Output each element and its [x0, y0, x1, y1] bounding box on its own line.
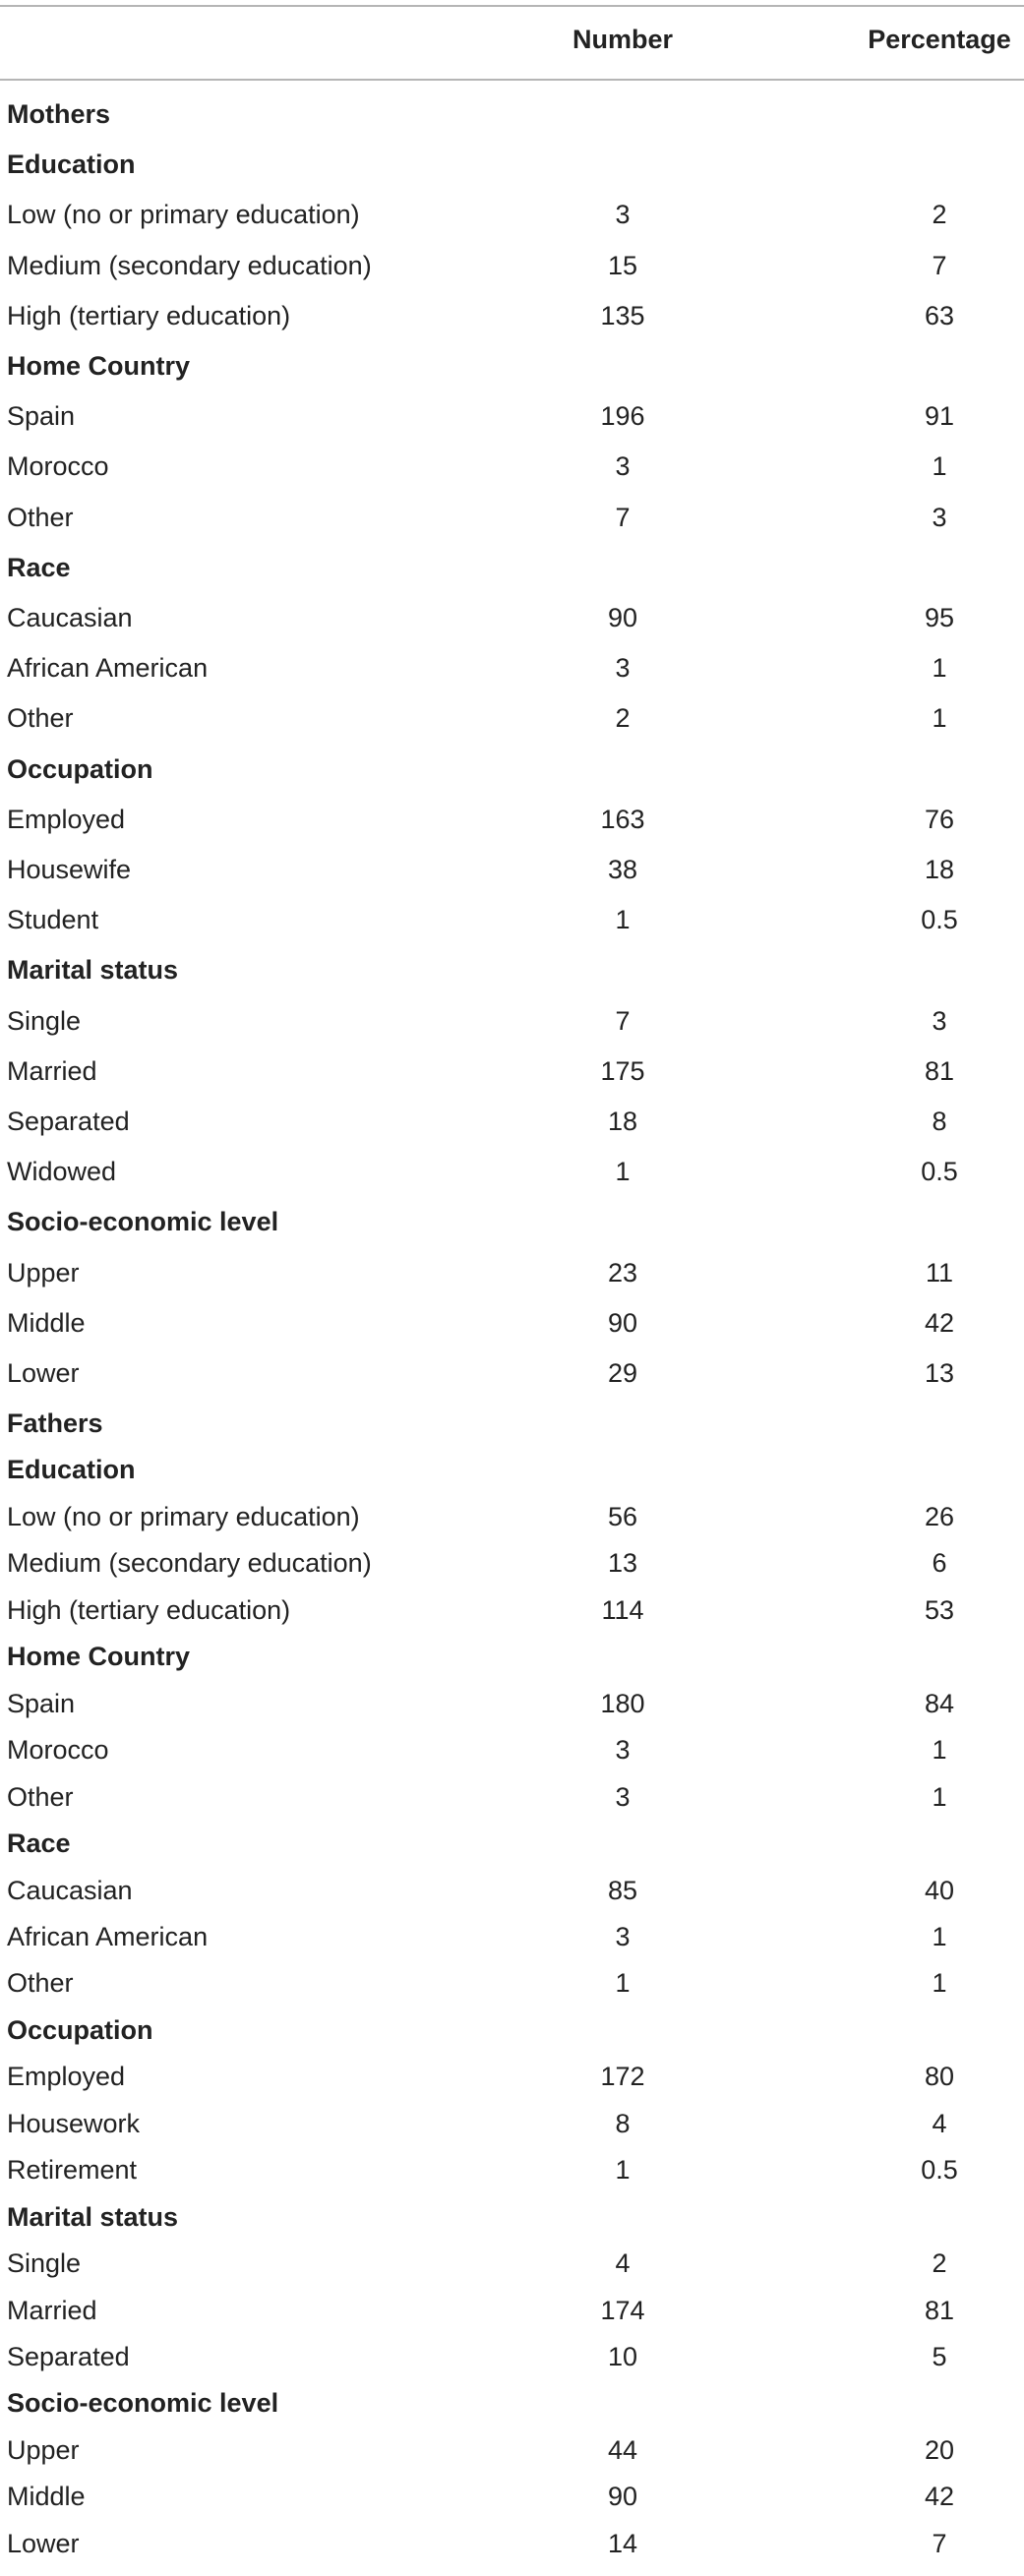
row-label: Upper: [7, 1258, 80, 1288]
section-heading: Home Country: [7, 1642, 191, 1671]
row-label: Separated: [7, 1107, 130, 1136]
row-label: Spain: [7, 401, 76, 431]
row-label: Other: [7, 1782, 74, 1812]
section-heading: Marital status: [7, 955, 179, 985]
row-label: Other: [7, 1968, 74, 1998]
row-label: Caucasian: [7, 1876, 133, 1905]
section-heading: Occupation: [7, 754, 153, 784]
section-heading: Socio-economic level: [7, 2388, 279, 2418]
row-label: Student: [7, 905, 99, 934]
row-label: Housewife: [7, 855, 132, 884]
row-label: African American: [7, 653, 209, 683]
row-label: Morocco: [7, 1735, 109, 1765]
section-heading: Mothers: [7, 99, 111, 129]
section-heading: Home Country: [7, 351, 191, 381]
row-label: Lower: [7, 1358, 80, 1388]
row-label: High (tertiary education): [7, 1595, 291, 1625]
row-label: Upper: [7, 2435, 80, 2465]
row-label: African American: [7, 1922, 209, 1951]
row-label: Medium (secondary education): [7, 251, 372, 280]
row-label: Single: [7, 1006, 82, 1036]
row-label: Middle: [7, 1308, 86, 1338]
row-label: Separated: [7, 2342, 130, 2371]
row-label: Lower: [7, 2529, 80, 2558]
row-label: Married: [7, 2296, 97, 2325]
row-label: Other: [7, 503, 74, 532]
table-top-rule: [0, 5, 1024, 7]
row-label: Widowed: [7, 1157, 117, 1186]
row-label: Caucasian: [7, 603, 133, 632]
row-label: Other: [7, 703, 74, 733]
section-heading: Fathers: [7, 1408, 103, 1438]
row-label: Single: [7, 2248, 82, 2278]
row-label: Middle: [7, 2482, 86, 2511]
section-heading: Education: [7, 150, 136, 179]
row-label: Medium (secondary education): [7, 1548, 372, 1578]
section-heading: Marital status: [7, 2202, 179, 2232]
row-label: Married: [7, 1056, 97, 1086]
section-heading: Occupation: [7, 2015, 153, 2045]
row-label: Low (no or primary education): [7, 200, 360, 229]
row-label: Retirement: [7, 2155, 138, 2185]
row-label: Employed: [7, 2062, 126, 2091]
row-label: High (tertiary education): [7, 301, 291, 330]
row-label: Low (no or primary education): [7, 1502, 360, 1531]
section-heading: Education: [7, 1455, 136, 1484]
row-label: Spain: [7, 1689, 76, 1718]
section-heading: Socio-economic level: [7, 1207, 279, 1236]
row-label: Morocco: [7, 451, 109, 481]
section-heading: Race: [7, 1828, 71, 1858]
header-rule: [0, 79, 1024, 81]
row-label: Employed: [7, 805, 126, 834]
row-label: Housework: [7, 2109, 141, 2138]
section-heading: Race: [7, 553, 71, 582]
demographics-table: Number Percentage Mothers Education Low (no or primary education) 3 2 Medium (secondary education) 15 7 High (tertiary education) 135 63 Home Country Spain 196 91 Morocco 3 1 Other 7 3 Race Caucasian 90 95 African American 3 1 Other 2 1 Occupation Employed 163 76 Housewife 38 18 Student 1 0.5 Marital status Single 7 3 Married 175 81 Separated 18 8 Widowed 1 0.5 Socio-economic level Upper 23 11 Middle 90 42 Lower 29 13 Fathers Education Low (no or primary education) 56 26 Medium (secondary education) 13 6 High (tertiary education) 114 53 Home Country Spain 180 84 Morocco 3 1 Other 3 1 Race Caucasian 85 40 African American 3 1 Other 1 1 Occupation Employed 172 80 Housework 8 4 Retirement 1 0.5 Marital status Single 4 2 Married 174 81 Separated 10 5 Socio-economic level Upper 44 20 Middle 90 42 Lower 14 7: [0, 0, 1024, 2576]
